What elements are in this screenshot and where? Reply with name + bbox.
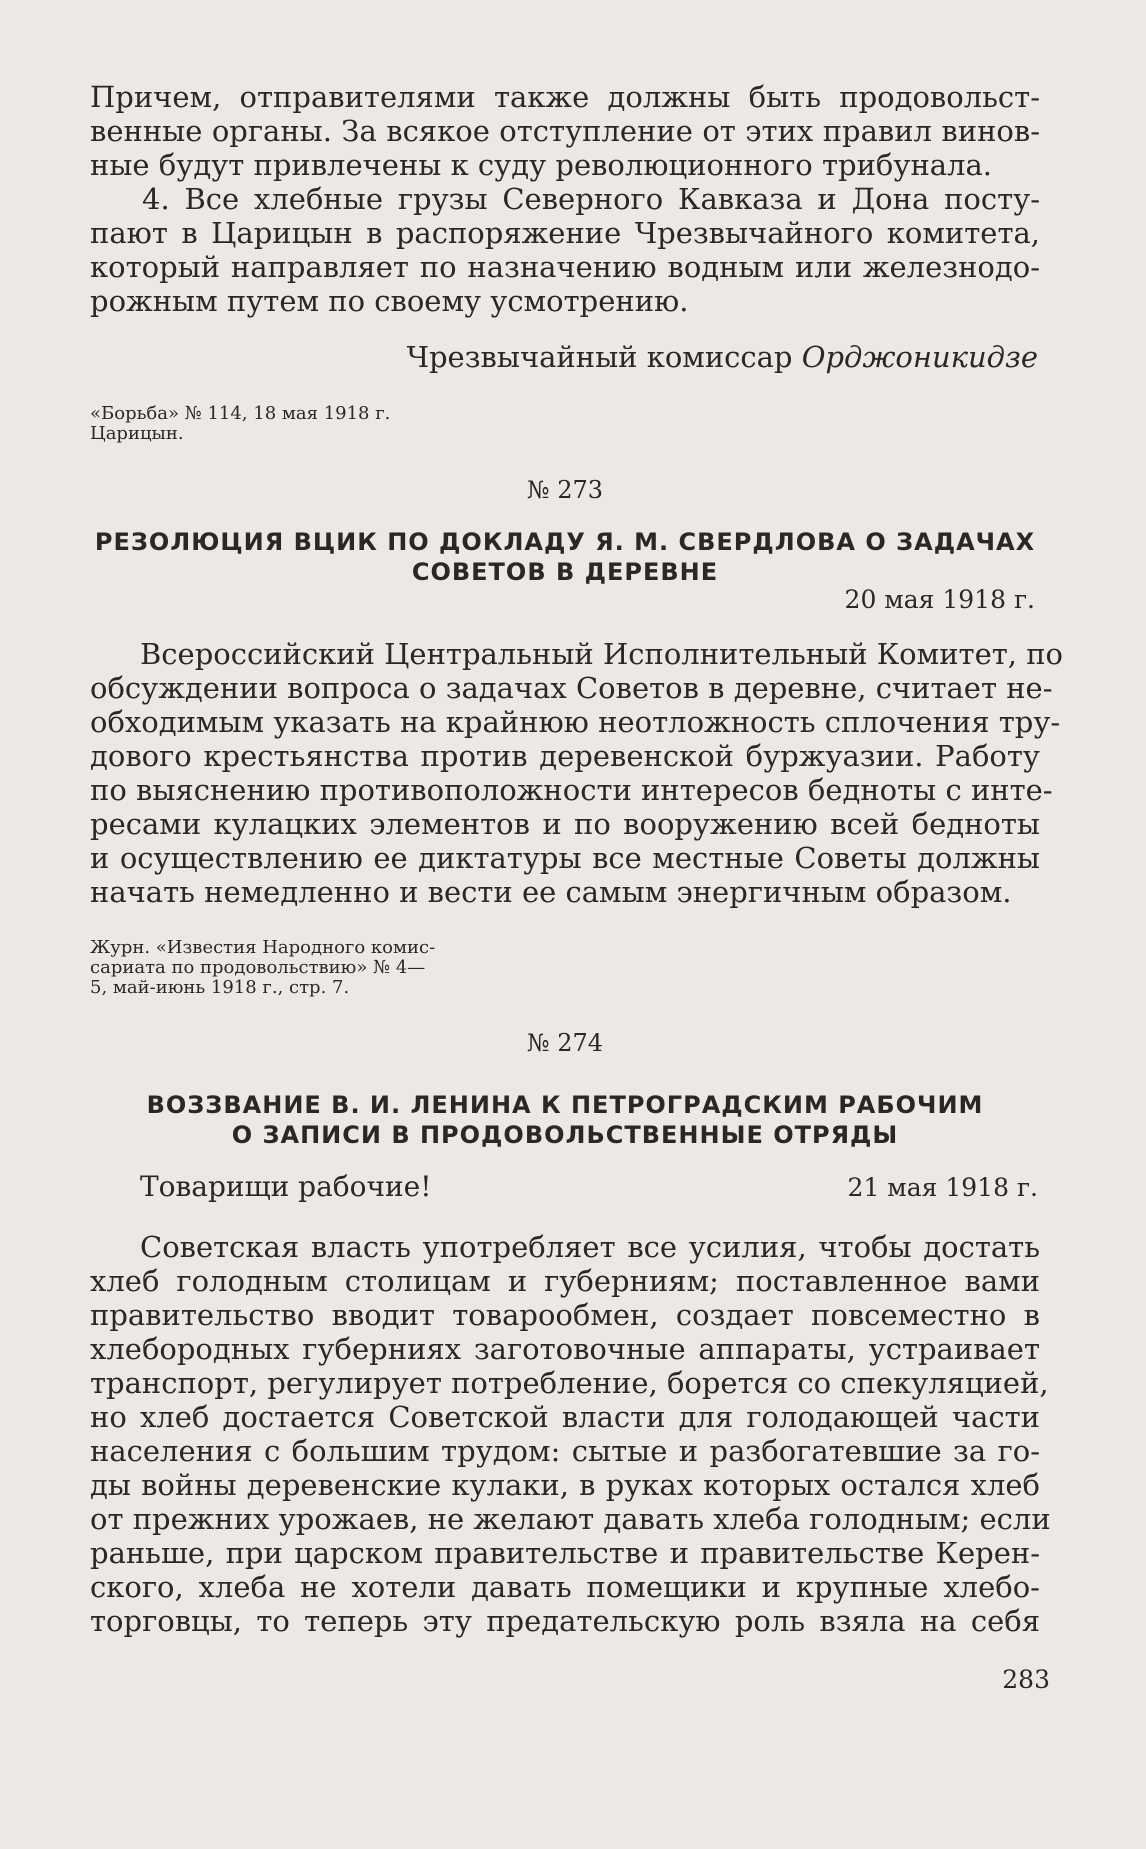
text-line: начать немедленно и вести ее самым энергичным образом. [90,875,1012,909]
text-line: хлеб голодным столицам и губерниям; поставленное вами [90,1264,1040,1298]
text-line: правительство вводит товарообмен, создает повсеместно в [90,1298,1040,1332]
doc-274-number: № 274 [526,1029,604,1057]
doc-273-number: № 273 [526,476,604,504]
text-line: ные будут привлечены к суду революционного трибунала. [90,148,992,182]
source-line: Царицын. [90,423,184,444]
doc-273-date: 20 мая 1918 г. [844,585,1035,614]
text-line: транспорт, регулирует потребление, борется со спекуляцией, [90,1366,1049,1400]
text-line: торговцы, то теперь эту предательскую роль взяла на себя [90,1604,1040,1638]
page-number: 283 [1002,1665,1050,1694]
text-line: ды войны деревенские кулаки, в руках которых остался хлеб [90,1468,1040,1502]
intro-paragraph [90,80,1040,182]
doc-273-title [90,527,1040,587]
text-line: по выяснению противоположности интересов бедноты с инте- [90,773,1053,807]
source-line: 5, май-июнь 1918 г., стр. 7. [90,977,350,998]
text-line: раньше, при царском правительстве и правительстве Керен- [90,1536,1040,1570]
doc-273-body [90,637,1064,909]
text-line: венные органы. За всякое отступление от этих правил винов- [90,114,1040,148]
source-line: «Борьба» № 114, 18 мая 1918 г. [90,403,391,424]
text-line: ского, хлеба не хотели давать помещики и крупные хлебо- [90,1570,1040,1604]
text-line: но хлеб достается Советской власти для голодающей части [90,1400,1040,1434]
greeting: Товарищи рабочие! [140,1170,432,1203]
doc-274-greeting-row [90,1170,1038,1205]
point-4-paragraph [90,182,1040,318]
text-line: и осуществлению ее диктатуры все местные Советы должны [90,841,1040,875]
text-line: Советская власть употребляет все усилия, чтобы достать [140,1230,1040,1264]
doc-274-body [90,1230,1051,1638]
text-line: населения с большим трудом: сытые и разбогатевшие за го- [90,1434,1040,1468]
text-line: ресами кулацких элементов и по вооружению всей бедноты [90,807,1040,841]
text-line: хлебородных губерниях заготовочные аппараты, устраивает [90,1332,1040,1366]
text-line: дового крестьянства против деревенской буржуазии. Работу [90,739,1040,773]
source-note-2 [90,938,510,998]
title-line: ВОЗЗВАНИЕ В. И. ЛЕНИНА К ПЕТРОГРАДСКИМ РАБОЧИМ [146,1091,984,1119]
title-line: О ЗАПИСИ В ПРОДОВОЛЬСТВЕННЫЕ ОТРЯДЫ [231,1121,899,1149]
doc-274-date: 21 мая 1918 г. [847,1173,1038,1202]
text-line: Причем, отправителями также должны быть продовольст- [90,80,1040,114]
text-line: пают в Царицын в распоряжение Чрезвычайного комитета, [90,216,1040,250]
signature [90,340,1038,374]
text-line: обсуждении вопроса о задачах Советов в деревне, считает не- [90,671,1053,705]
doc-274-title [90,1090,1040,1150]
source-line: сариата по продовольствию» № 4— [90,957,426,978]
signature-role: Чрезвычайный комиссар [406,340,793,374]
text-line: обходимым указать на крайнюю неотложность сплочения тру- [90,705,1061,739]
text-line: от прежних урожаев, не желают давать хлеба голодным; если [90,1502,1051,1536]
text-line: 4. Все хлебные грузы Северного Кавказа и Дона посту- [142,182,1040,216]
text-line: Всероссийский Центральный Исполнительный Комитет, по [140,637,1064,671]
text-line: рожным путем по своему усмотрению. [90,284,689,318]
title-line: РЕЗОЛЮЦИЯ ВЦИК ПО ДОКЛАДУ Я. М. СВЕРДЛОВА О ЗАДАЧАХ [94,528,1036,556]
signature-name: Орджоникидзе [801,340,1038,374]
text-line: который направляет по назначению водным или железнодо- [90,250,1040,284]
title-line: СОВЕТОВ В ДЕРЕВНЕ [411,558,719,586]
source-line: Журн. «Известия Народного комис- [90,937,436,958]
source-note-1 [90,404,490,444]
